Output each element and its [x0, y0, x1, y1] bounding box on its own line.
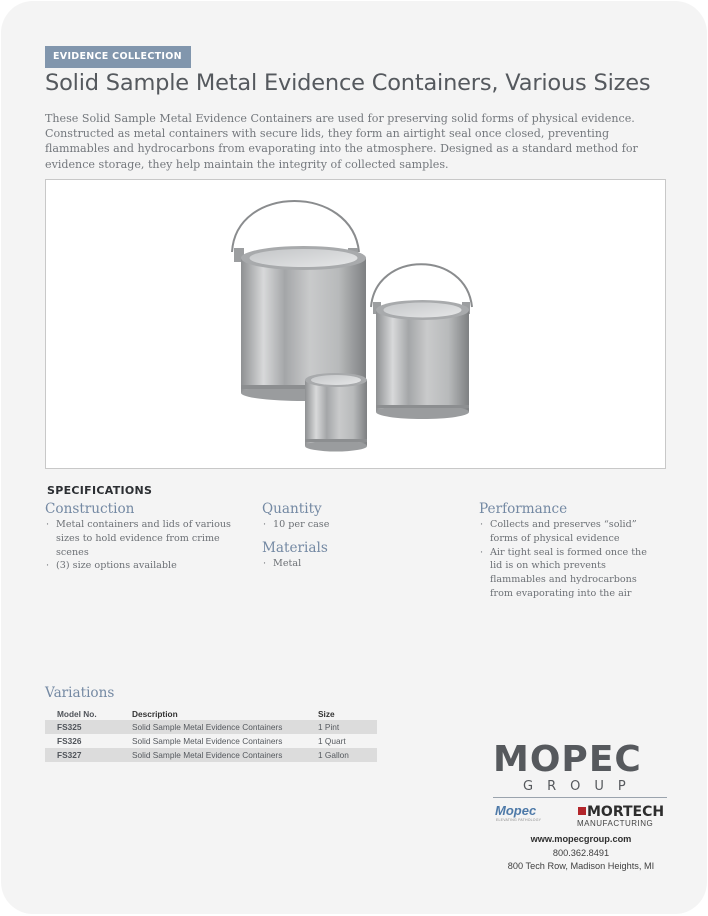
mopec-tagline: ELEVATING PATHOLOGY — [496, 818, 542, 822]
list-item: · Metal containers and lids of various sizes to hold evidence from crime scenes — [45, 518, 245, 559]
table-row — [45, 734, 377, 748]
column-header-size: Size — [318, 708, 335, 719]
cell-size: 1 Quart — [318, 736, 346, 746]
address: 800 Tech Row, Madison Heights, MI — [507, 861, 655, 871]
specifications-heading: SPECIFICATIONS — [47, 484, 153, 497]
materials-title: Materials — [262, 540, 328, 556]
cell-size: 1 Gallon — [318, 748, 377, 762]
table-row — [45, 720, 377, 734]
brand-divider — [493, 797, 667, 798]
column-header-model: Model No. — [57, 708, 97, 719]
list-item: · (3) size options available — [45, 559, 245, 573]
cell-model: FS327 — [45, 748, 132, 762]
cell-description: Solid Sample Metal Evidence Containers — [132, 748, 318, 762]
variations-table — [45, 707, 377, 762]
website-link[interactable]: www.mopecgroup.com — [530, 834, 632, 844]
mortech-subline: MANUFACTURING — [577, 819, 654, 828]
intro-paragraph: These Solid Sample Metal Evidence Containers are used for preserving solid forms of physical evidence. Constructed as metal containers with secure lids, they form an airtight seal once closed, preventing flammables and hydrocarbons from evaporating into the atmosphere. Designed as a standard method for evidence storage, they help maintain the integrity of collected samples. — [45, 112, 638, 171]
cell-description: Solid Sample Metal Evidence Containers — [132, 736, 283, 746]
list-item: · Metal — [262, 557, 452, 571]
construction-title: Construction — [45, 501, 135, 517]
table-header-row — [45, 707, 377, 720]
materials-list — [262, 557, 452, 571]
brand-group: GROUP — [523, 779, 640, 794]
page-title: Solid Sample Metal Evidence Containers, Various Sizes — [45, 70, 651, 96]
cell-size: 1 Pint — [318, 720, 377, 734]
product-photo — [45, 179, 666, 469]
brand-name: MOPEC — [493, 739, 642, 780]
table-row — [45, 748, 377, 762]
quantity-list — [262, 518, 452, 532]
column-header-description: Description — [132, 708, 178, 719]
phone-number: 800.362.8491 — [552, 847, 610, 858]
construction-list — [45, 518, 245, 573]
variations-title: Variations — [45, 685, 115, 701]
performance-list — [479, 518, 654, 601]
mopec-sublogo: Mopec — [495, 803, 537, 818]
cell-model: FS325 — [45, 720, 132, 734]
cell-model: FS326 — [57, 736, 82, 746]
category-tag: EVIDENCE COLLECTION — [45, 46, 191, 68]
cell-description: Solid Sample Metal Evidence Containers — [132, 720, 318, 734]
list-item: · Air tight seal is formed once the lid is on which prevents flammables and hydrocarbons from evaporating into the air — [479, 546, 654, 601]
list-item: · Collects and preserves “solid” forms of physical evidence — [479, 518, 654, 546]
list-item: · 10 per case — [262, 518, 452, 532]
quantity-title: Quantity — [262, 501, 322, 517]
performance-title: Performance — [479, 501, 568, 517]
metal-cans-image — [46, 180, 665, 468]
mortech-sublogo: MORTECH — [587, 804, 665, 820]
datasheet-page — [1, 1, 707, 914]
contact-block — [491, 833, 671, 874]
